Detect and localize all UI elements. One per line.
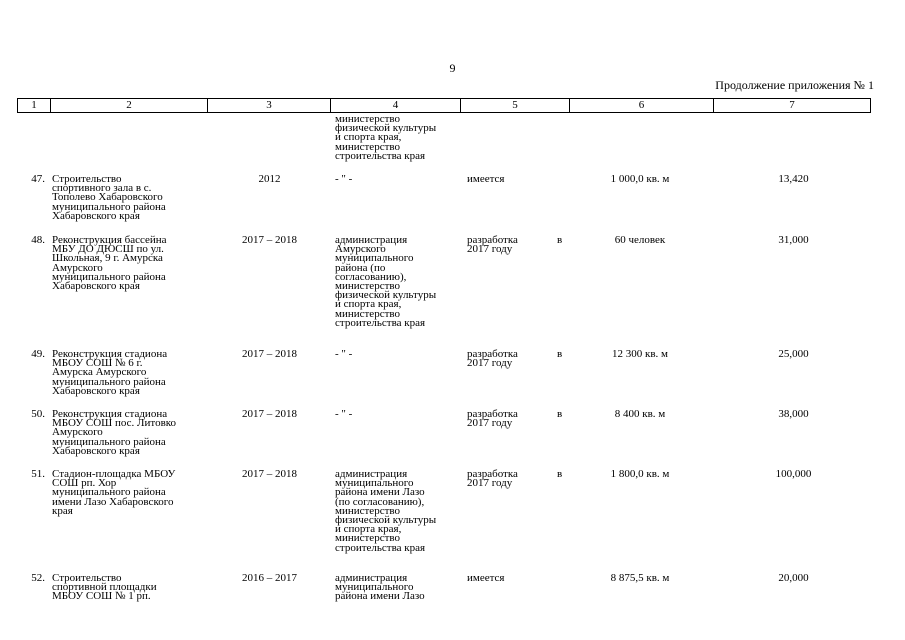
documentation-cell: имеется bbox=[467, 572, 505, 584]
object-name-cell: Реконструкция стадиона МБОУ СОШ № 6 г. Амурска Амурского муниципального района Хабаровского края bbox=[52, 348, 168, 397]
capacity-cell: 12 300 кв. м bbox=[612, 348, 668, 360]
capacity-cell: 60 человек bbox=[614, 234, 666, 246]
cost-cell: 38,000 bbox=[778, 408, 809, 420]
responsible-cell: - " - bbox=[335, 408, 353, 420]
object-name-cell: Реконструкция стадиона МБОУ СОШ пос. Литовко Амурского муниципального района Хабаровского края bbox=[52, 408, 177, 457]
cost-cell: 25,000 bbox=[778, 348, 809, 360]
responsible-cell: - " - bbox=[335, 173, 353, 185]
years-cell: 2017 – 2018 bbox=[242, 348, 297, 360]
documentation-preposition: в bbox=[557, 408, 563, 420]
documentation-cell: разработка 2017 году bbox=[467, 348, 518, 370]
row-number: 51. bbox=[31, 468, 45, 480]
capacity-cell: 8 875,5 кв. м bbox=[610, 572, 670, 584]
cost-cell: 100,000 bbox=[775, 468, 812, 480]
column-header-6: 6 bbox=[570, 99, 714, 113]
object-name-cell: Реконструкция бассейна МБУ ДО ДЮСШ по ул. Школьная, 9 г. Амурска Амурского муниципального района Хабаровского края bbox=[52, 234, 167, 293]
column-header-5: 5 bbox=[461, 99, 570, 113]
column-header-4: 4 bbox=[331, 99, 461, 113]
column-header-1: 1 bbox=[18, 99, 51, 113]
object-name-cell: Строительство спортивной площадки МБОУ СОШ № 1 рп. bbox=[52, 572, 157, 603]
row-number: 52. bbox=[31, 572, 45, 584]
column-header-7: 7 bbox=[714, 99, 871, 113]
documentation-cell: разработка 2017 году bbox=[467, 234, 518, 256]
years-cell: 2017 – 2018 bbox=[242, 468, 297, 480]
row-number: 49. bbox=[31, 348, 45, 360]
documentation-preposition: в bbox=[557, 234, 563, 246]
documentation-cell: имеется bbox=[467, 173, 505, 185]
years-cell: 2017 – 2018 bbox=[242, 234, 297, 246]
responsible-cell: администрация муниципального района имени Лазо bbox=[335, 572, 425, 603]
capacity-cell: 1 800,0 кв. м bbox=[610, 468, 670, 480]
documentation-preposition: в bbox=[557, 468, 563, 480]
responsible-cell: - " - bbox=[335, 348, 353, 360]
object-name-cell: Строительство спортивного зала в с. Тополево Хабаровского муниципального района Хабаровского края bbox=[52, 173, 166, 222]
documentation-preposition: в bbox=[557, 348, 563, 360]
responsible-cell: администрация муниципального района имени Лазо (по согласованию), министерство физической культуры и спорта края, министерство строительства края bbox=[335, 468, 437, 554]
years-cell: 2017 – 2018 bbox=[242, 408, 297, 420]
documentation-cell: разработка 2017 году bbox=[467, 468, 518, 490]
appendix-continuation-label: Продолжение приложения № 1 bbox=[715, 78, 874, 92]
column-header-3: 3 bbox=[208, 99, 331, 113]
years-cell: 2016 – 2017 bbox=[242, 572, 297, 584]
row-number: 47. bbox=[31, 173, 45, 185]
row-number: 50. bbox=[31, 408, 45, 420]
object-name-cell: Стадион-площадка МБОУ СОШ рп. Хор муниципального района имени Лазо Хабаровского края bbox=[52, 468, 176, 517]
cost-cell: 20,000 bbox=[778, 572, 809, 584]
column-number-header bbox=[17, 98, 871, 113]
responsible-cell: министерство физической культуры и спорта края, министерство строительства края bbox=[335, 113, 437, 162]
years-cell: 2012 bbox=[258, 173, 281, 185]
documentation-cell: разработка 2017 году bbox=[467, 408, 518, 430]
capacity-cell: 8 400 кв. м bbox=[614, 408, 666, 420]
responsible-cell: администрация Амурского муниципального района (по согласованию), министерство физической культуры и спорта края, министерство строительства края bbox=[335, 234, 437, 329]
cost-cell: 31,000 bbox=[778, 234, 809, 246]
row-number: 48. bbox=[31, 234, 45, 246]
column-header-2: 2 bbox=[51, 99, 208, 113]
page-number: 9 bbox=[449, 61, 456, 75]
capacity-cell: 1 000,0 кв. м bbox=[610, 173, 670, 185]
cost-cell: 13,420 bbox=[778, 173, 809, 185]
